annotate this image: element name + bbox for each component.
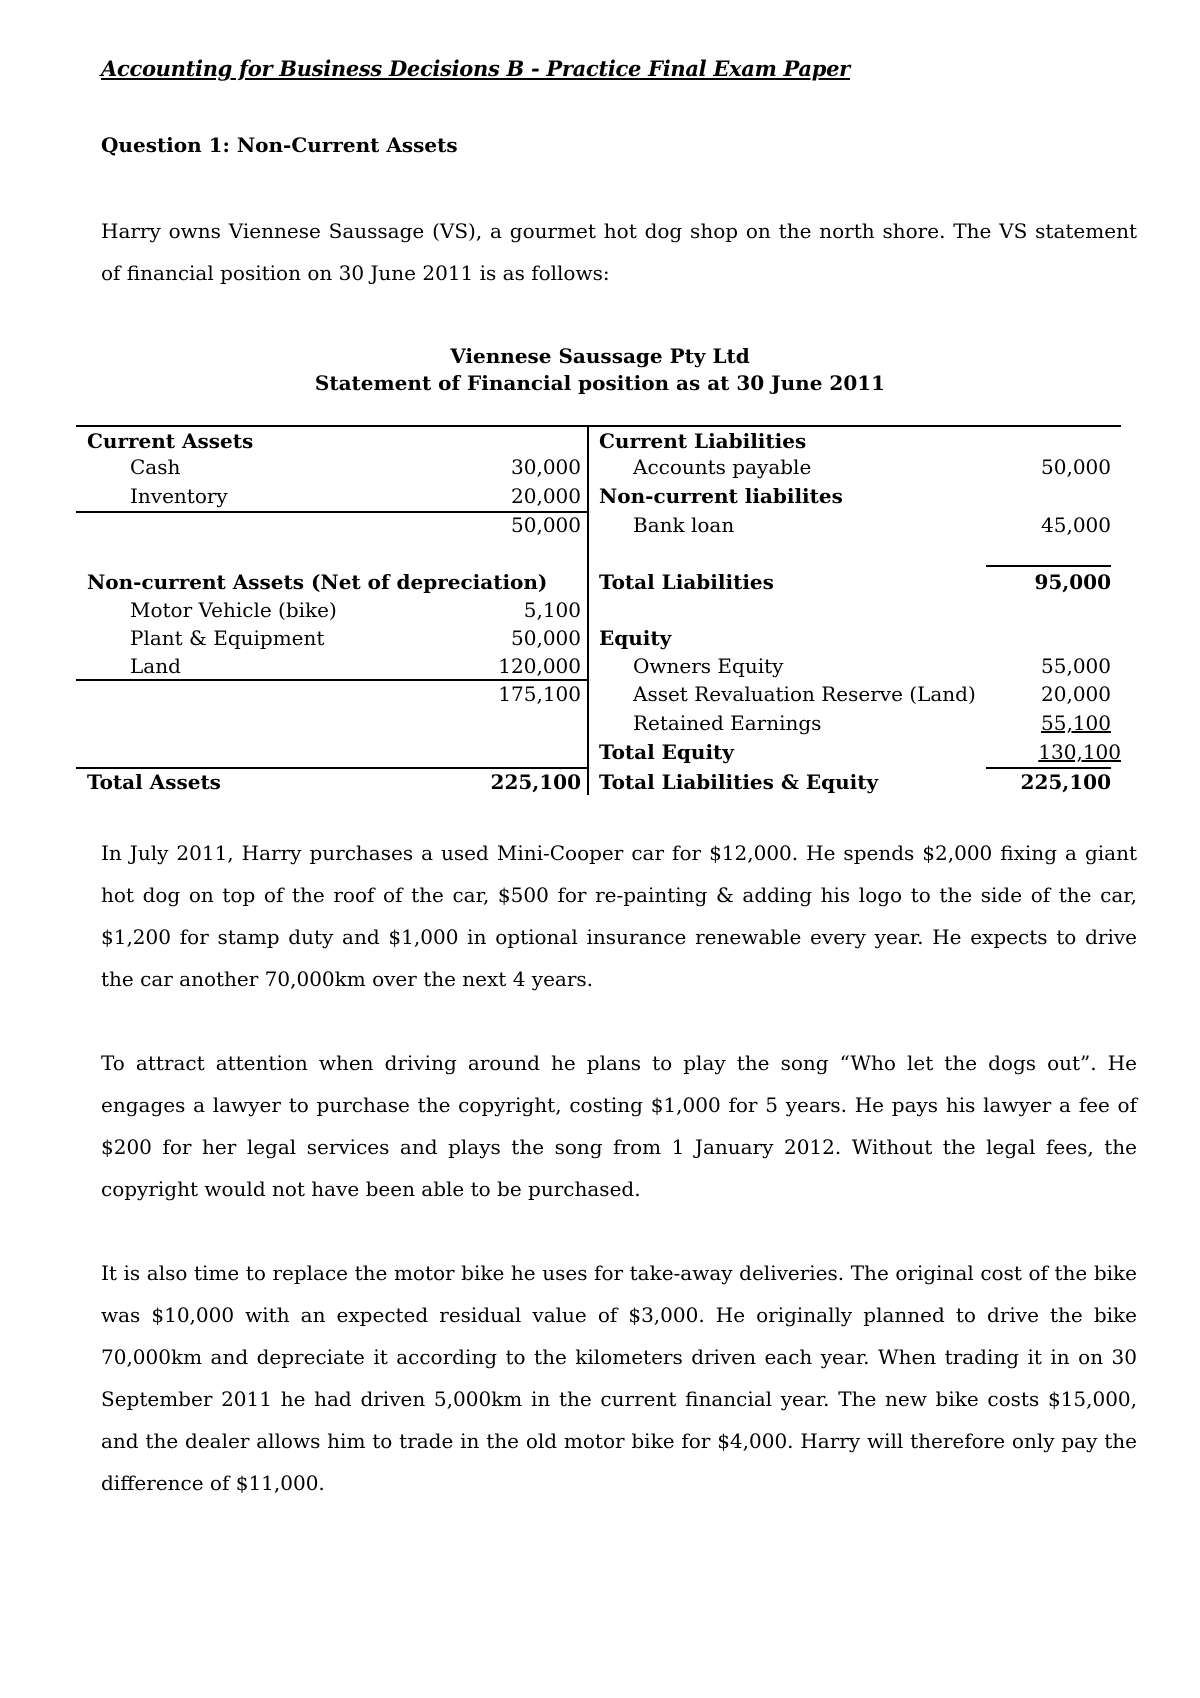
- revaluation-reserve-label: Asset Revaluation Reserve (Land): [633, 682, 976, 706]
- financial-position-table: [76, 425, 1121, 795]
- company-name: Viennese Saussage Pty Ltd: [450, 344, 750, 368]
- total-assets-label: Total Assets: [87, 770, 221, 794]
- current-liabilities-heading: Current Liabilities: [599, 429, 807, 453]
- table-center-divider: [587, 425, 589, 795]
- total-assets-rule: [76, 767, 587, 769]
- motor-vehicle-value: 5,100: [523, 598, 581, 622]
- retained-earnings-label: Retained Earnings: [633, 711, 822, 735]
- equity-heading: Equity: [599, 626, 672, 650]
- question-heading: Question 1: Non-Current Assets: [101, 133, 458, 157]
- owners-equity-label: Owners Equity: [633, 654, 784, 678]
- cash-label: Cash: [130, 455, 181, 479]
- inventory-label: Inventory: [130, 484, 228, 508]
- plant-equipment-value: 50,000: [511, 626, 581, 650]
- liabilities-sum-rule: [986, 565, 1111, 567]
- noncurrent-assets-heading: Non-current Assets (Net of depreciation): [87, 570, 548, 594]
- bank-loan-label: Bank loan: [633, 513, 735, 537]
- noncurrent-liabilities-heading: Non-current liabilites: [599, 484, 843, 508]
- motorbike-paragraph: It is also time to replace the motor bike he uses for take-away deliveries. The original cost of the bike was $10,000 with an expected residual value of $3,000. He originally planned to drive the bike 70,000km and depreciate it according to the kilometers driven each year. When trading it in on 30 September 2011 he had driven 5,000km in the current financial year. The new bike costs $15,000, and the dealer allows him to trade in the old motor bike for $4,000. Harry will therefore only pay the difference of $11,000.: [101, 1261, 1137, 1495]
- accounts-payable-label: Accounts payable: [633, 455, 812, 479]
- total-liabilities-label: Total Liabilities: [599, 570, 774, 594]
- table-top-rule: [76, 425, 1121, 427]
- revaluation-reserve-value: 20,000: [1041, 682, 1111, 706]
- current-assets-heading: Current Assets: [87, 429, 254, 453]
- intro-paragraph: Harry owns Viennese Saussage (VS), a gourmet hot dog shop on the north shore. The VS statement of financial position on 30 June 2011 is as follows:: [101, 219, 1137, 285]
- land-label: Land: [130, 654, 181, 678]
- retained-earnings-value: 55,100: [1041, 711, 1111, 735]
- total-equity-value: 130,100: [1038, 740, 1121, 764]
- motor-vehicle-label: Motor Vehicle (bike): [130, 598, 337, 622]
- total-liabilities-equity-label: Total Liabilities & Equity: [599, 770, 879, 794]
- noncurrent-assets-subtotal: 175,100: [498, 682, 581, 706]
- current-assets-subtotal: 50,000: [511, 513, 581, 537]
- inventory-value: 20,000: [511, 484, 581, 508]
- total-assets-value: 225,100: [490, 770, 581, 794]
- copyright-paragraph: To attract attention when driving around he plans to play the song “Who let the dogs out”. He engages a lawyer to purchase the copyright, costing $1,000 for 5 years. He pays his lawyer a fee of $200 for her legal services and plays the song from 1 January 2012. Without the legal fees, the copyright would not have been able to be purchased.: [101, 1051, 1137, 1201]
- bank-loan-value: 45,000: [1041, 513, 1111, 537]
- car-purchase-paragraph: In July 2011, Harry purchases a used Mini-Cooper car for $12,000. He spends $2,000 fixing a giant hot dog on top of the roof of the car, $500 for re-painting & adding his logo to the side of the car, $1,200 for stamp duty and $1,000 in optional insurance renewable every year. He expects to drive the car another 70,000km over the next 4 years.: [101, 841, 1137, 991]
- cash-value: 30,000: [511, 455, 581, 479]
- total-equity-label: Total Equity: [599, 740, 734, 764]
- noncurrent-assets-rule: [76, 679, 587, 681]
- accounts-payable-value: 50,000: [1041, 455, 1111, 479]
- total-le-rule: [986, 767, 1111, 769]
- total-liabilities-equity-value: 225,100: [1020, 770, 1111, 794]
- statement-subtitle: Statement of Financial position as at 30 June 2011: [314, 371, 886, 395]
- page-title: Accounting for Business Decisions B - Practice Final Exam Paper: [101, 56, 850, 81]
- plant-equipment-label: Plant & Equipment: [130, 626, 325, 650]
- owners-equity-value: 55,000: [1041, 654, 1111, 678]
- total-liabilities-value: 95,000: [1034, 570, 1111, 594]
- land-value: 120,000: [498, 654, 581, 678]
